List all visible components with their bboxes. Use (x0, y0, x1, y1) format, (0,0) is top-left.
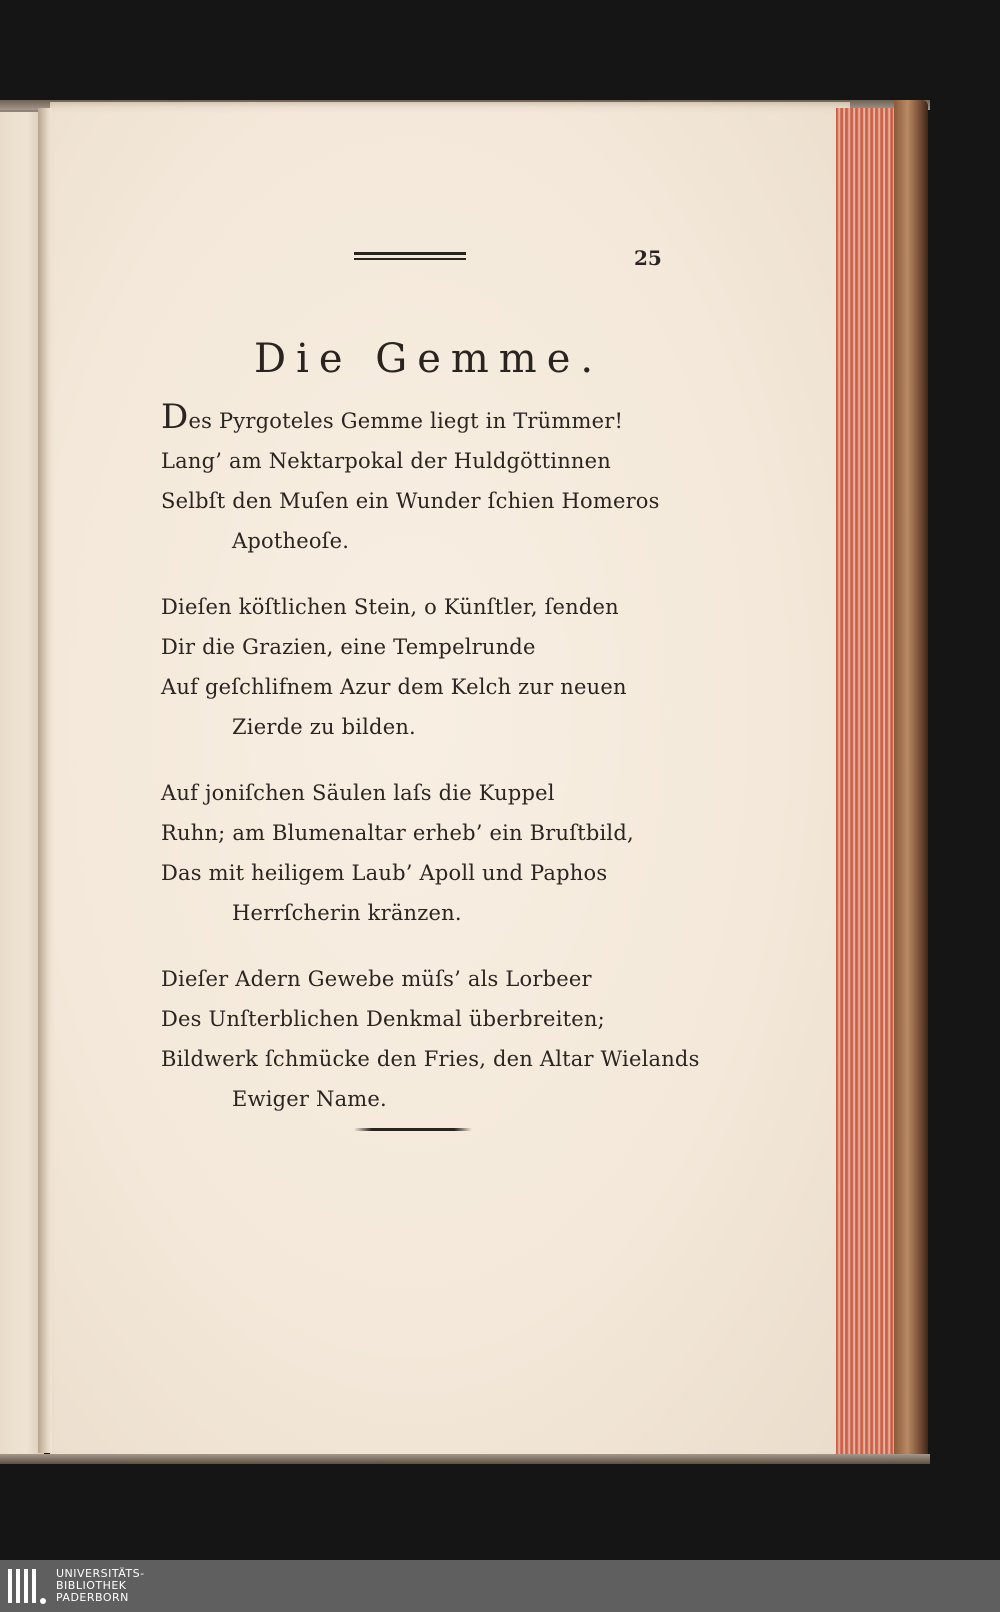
poem-line-indented: Apotheoſe. (232, 529, 350, 553)
header-rule-ornament (354, 252, 466, 261)
poem-line: Dieſer Adern Gewebe müſs’ als Lorbeer (161, 967, 592, 991)
library-name-line: UNIVERSITÄTS- (56, 1567, 145, 1580)
poem-line-indented: Zierde zu bilden. (232, 715, 416, 739)
library-name-line: BIBLIOTHEK (56, 1579, 127, 1592)
stanza (161, 587, 681, 747)
poem-line-indented: Ewiger Name. (232, 1087, 387, 1111)
poem-line: Das mit heiligem Laub’ Apoll und Paphos (161, 861, 608, 885)
poem-line: Auf geſchlifnem Azur dem Kelch zur neuen (161, 675, 627, 699)
poem-title: Die Gemme. (254, 336, 604, 382)
book-cover (894, 100, 928, 1462)
poem-body (161, 397, 700, 1145)
library-name (56, 1568, 145, 1604)
poem-line: Selbſt den Muſen ein Wunder ſchien Homeros (161, 489, 660, 513)
poem-line: Lang’ am Nektarpokal der Huldgöttinnen (161, 449, 612, 473)
poem-line: Dir die Grazien, eine Tempelrunde (161, 635, 536, 659)
library-name-line: PADERBORN (56, 1591, 129, 1604)
footer-rule-ornament (354, 1128, 472, 1131)
poem-line: Ruhn; am Blumenaltar erheb’ ein Bruſtbild, (161, 821, 634, 845)
poem-line: Bildwerk ſchmücke den Fries, den Altar Wielands (161, 1047, 700, 1071)
poem-line: Auf joniſchen Säulen laſs die Kuppel (161, 781, 555, 805)
drop-cap: D (161, 397, 189, 437)
page-gutter (38, 108, 52, 1453)
stanza (161, 773, 681, 933)
poem-line (161, 397, 681, 441)
page-edges (836, 108, 896, 1460)
poem-line-indented: Herrſcherin kränzen. (232, 901, 462, 925)
poem-line: Des Unſterblichen Denkmal überbreiten; (161, 1007, 605, 1031)
poem-line-text: es Pyrgoteles Gemme liegt in Trümmer! (188, 409, 624, 433)
stanza (161, 397, 681, 561)
stanza (161, 959, 700, 1119)
library-footer (0, 1560, 1000, 1612)
book-bottom-edge (0, 1454, 930, 1464)
library-logo-icon (8, 1568, 46, 1604)
poem-line: Dieſen köſtlichen Stein, o Künſtler, ſenden (161, 595, 619, 619)
page-number: 25 (634, 246, 662, 270)
